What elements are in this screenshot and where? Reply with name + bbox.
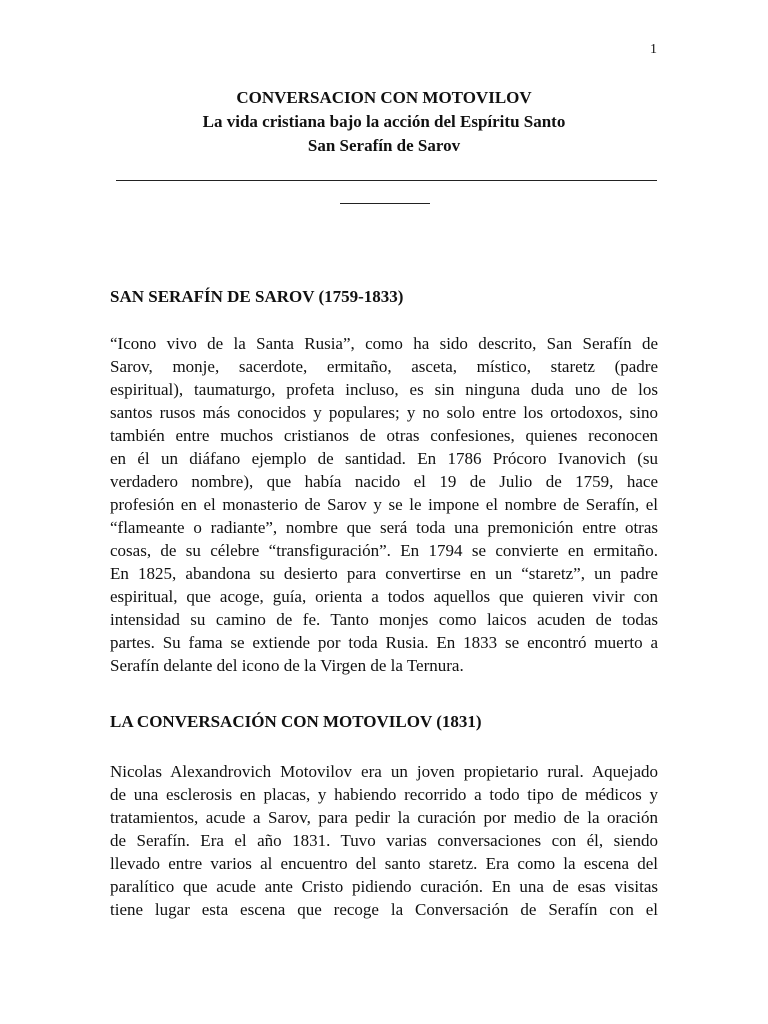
text-line: paralítico que acude ante Cristo pidiendo curación. En una de esas visitas (110, 877, 658, 896)
text-line: partes. Su fama se extiende por toda Rusia. En 1833 se encontró muerto a (110, 633, 658, 652)
text-line: tratamientos, acude a Sarov, para pedir la curación por medio de la oración (110, 808, 658, 827)
text-line: también entre muchos cristianos de otras confesiones, quienes reconocen (110, 426, 658, 445)
text-line: Nicolas Alexandrovich Motovilov era un joven propietario rural. Aquejado (110, 762, 658, 781)
text-line: cosas, de su célebre “transfiguración”. En 1794 se convierte en ermitaño. (110, 541, 658, 560)
document-title (110, 86, 658, 158)
separator-rule (116, 180, 657, 181)
paragraph-biography (110, 332, 658, 677)
text-line: intensidad su camino de fe. Tanto monjes como laicos acuden de todas (110, 610, 658, 629)
text-line: de Serafín. Era el año 1831. Tuvo varias conversaciones con él, siendo (110, 831, 658, 850)
text-line: espiritual, que acoge, guía, orienta a todos aquellos que quieren vivir con (110, 587, 658, 606)
text-line: en él un diáfano ejemplo de santidad. En 1786 Prócoro Ivanovich (su (110, 449, 658, 468)
text-line: espiritual), taumaturgo, profeta incluso, es sin ninguna duda uno de los (110, 380, 658, 399)
title-line-3: San Serafín de Sarov (307, 136, 461, 155)
title-line-2: La vida cristiana bajo la acción del Espíritu Santo (202, 112, 566, 131)
text-line: profesión en el monasterio de Sarov y se le impone el nombre de Serafín, el (110, 495, 658, 514)
text-line: “Icono vivo de la Santa Rusia”, como ha sido descrito, San Serafín de (110, 334, 658, 353)
text-line: llevado entre varios al encuentro del santo staretz. Era como la escena del (110, 854, 658, 873)
text-line: En 1825, abandona su desierto para convertirse en un “staretz”, un padre (110, 564, 658, 583)
page-number: 1 (650, 42, 657, 57)
title-line-1: CONVERSACION CON MOTOVILOV (236, 88, 532, 107)
section-heading-conversation: LA CONVERSACIÓN CON MOTOVILOV (1831) (110, 712, 482, 731)
separator-rule-short (340, 203, 430, 204)
paragraph-conversation (110, 760, 658, 921)
text-line: “flameante o radiante”, nombre que será toda una premonición entre otras (110, 518, 658, 537)
text-line: verdadero nombre), que había nacido el 19 de Julio de 1759, hace (110, 472, 658, 491)
text-line: tiene lugar esta escena que recoge la Conversación de Serafín con el (110, 900, 658, 919)
text-line: Sarov, monje, sacerdote, ermitaño, asceta, místico, staretz (padre (110, 357, 658, 376)
text-line: Serafín delante del icono de la Virgen de la Ternura. (110, 656, 464, 675)
text-line: santos rusos más conocidos y populares; y no solo entre los ortodoxos, sino (110, 403, 658, 422)
text-line: de una esclerosis en placas, y habiendo recorrido a todo tipo de médicos y (110, 785, 658, 804)
section-heading-biography: SAN SERAFÍN DE SAROV (1759-1833) (110, 287, 404, 306)
